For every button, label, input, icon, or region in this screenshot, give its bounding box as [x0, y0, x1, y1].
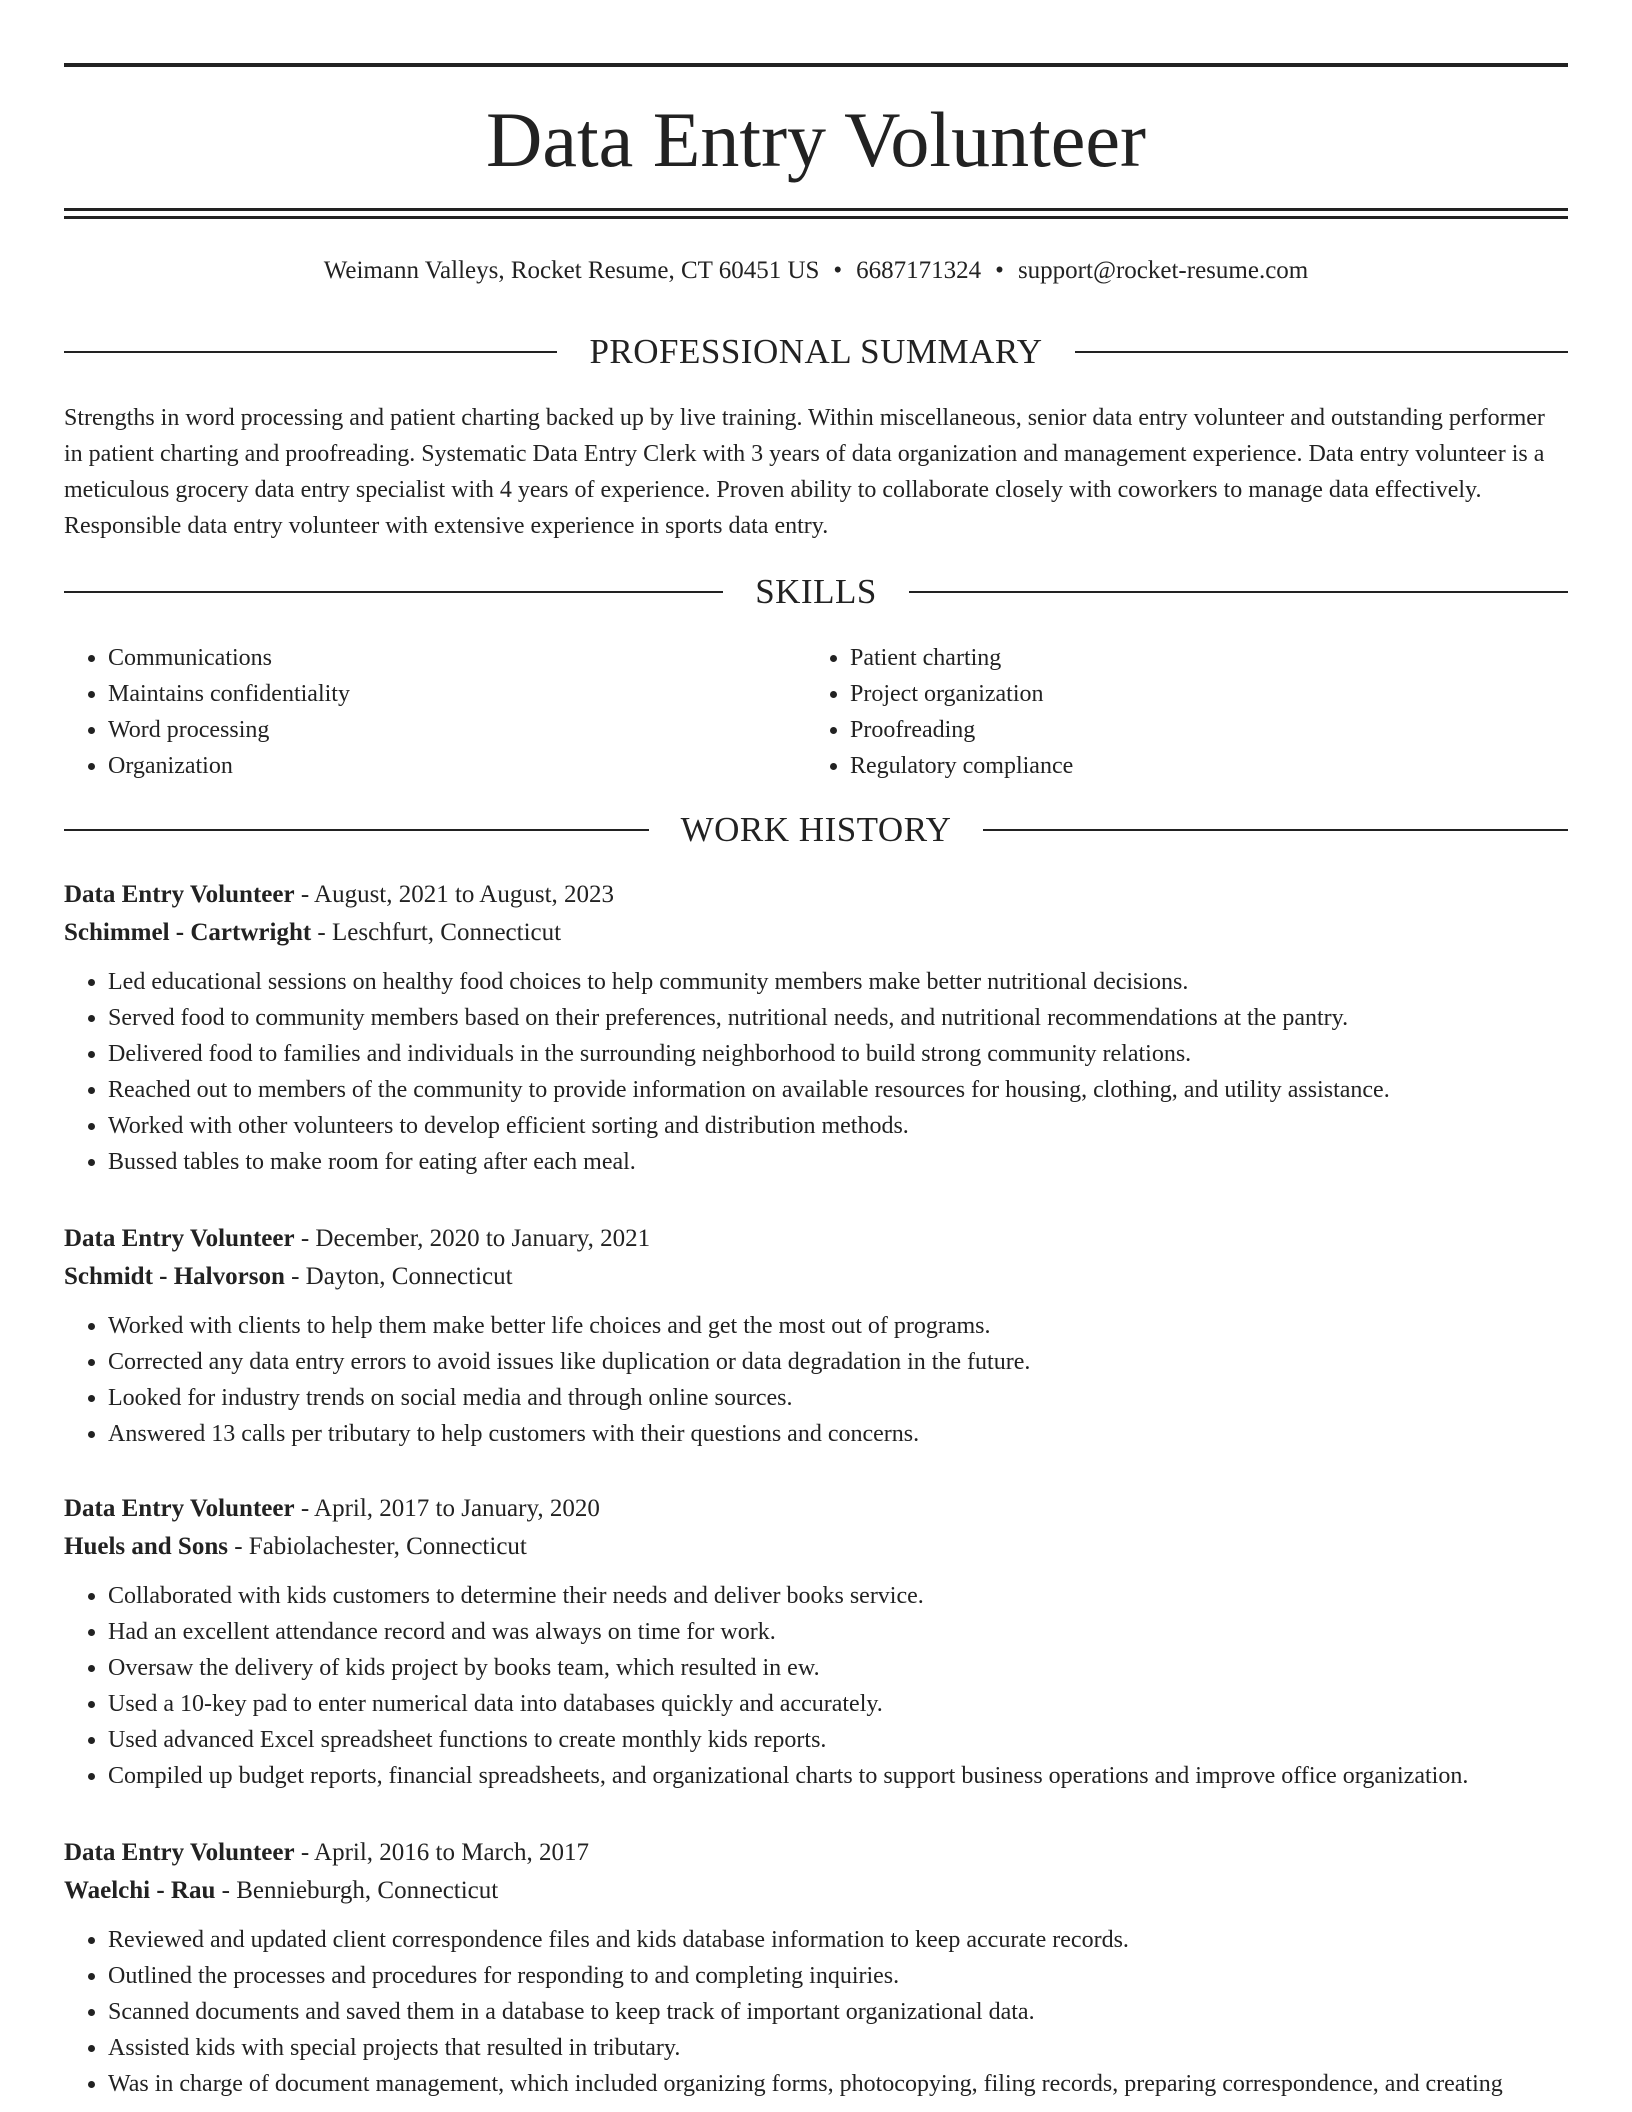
job-entry — [64, 1220, 1568, 1452]
resume-title: Data Entry Volunteer — [486, 96, 1146, 183]
job-title: Data Entry Volunteer — [64, 1225, 295, 1252]
job-company-line — [64, 1258, 1568, 1296]
heading-rule — [64, 591, 723, 593]
job-bullet: • Reviewed and updated client correspondence files and kids database information to keep accurate records. — [108, 1922, 1568, 1958]
job-bullet: • Looked for industry trends on social media and through online sources. — [108, 1380, 1568, 1416]
skill-item: • Project organization — [850, 676, 1548, 712]
heading-rule — [64, 351, 557, 353]
section-title: SKILLS — [755, 572, 877, 611]
job-location: - Dayton, Connecticut — [284, 1263, 513, 1290]
contact-phone: 6687171324 — [856, 257, 982, 284]
job-bullets — [64, 1922, 1568, 2102]
contact-address: Weimann Valleys, Rocket Resume, CT 60451 US — [323, 257, 820, 284]
job-bullet: • Used a 10-key pad to enter numerical data into databases quickly and accurately. — [108, 1686, 1568, 1722]
skills-column-right — [806, 640, 1548, 784]
skill-item: • Proofreading — [850, 712, 1548, 748]
job-bullets — [64, 964, 1568, 1180]
section-heading-work — [64, 808, 1568, 852]
skill-item: • Organization — [108, 748, 806, 784]
job-company: Waelchi - Rau — [64, 1877, 216, 1904]
skill-item: • Patient charting — [850, 640, 1548, 676]
job-entry — [64, 1834, 1568, 2102]
job-company: Schimmel - Cartwright — [64, 919, 312, 946]
job-bullet: • Scanned documents and saved them in a database to keep track of important organizational data. — [108, 1994, 1568, 2030]
job-bullet: • Served food to community members based on their preferences, nutritional needs, and nutritional recommendations at the pantry. — [108, 1000, 1568, 1036]
job-bullet: • Assisted kids with special projects that resulted in tributary. — [108, 2030, 1568, 2066]
section-heading-skills — [64, 570, 1568, 614]
contact-separator: • — [995, 257, 1004, 284]
job-company: Schmidt - Halvorson — [64, 1263, 285, 1290]
job-bullet: • Worked with other volunteers to develop efficient sorting and distribution methods. — [108, 1108, 1568, 1144]
section-title: WORK HISTORY — [680, 810, 952, 849]
job-bullet: • Worked with clients to help them make better life choices and get the most out of programs. — [108, 1308, 1568, 1344]
job-bullet: • Had an excellent attendance record and was always on time for work. — [108, 1614, 1568, 1650]
skills-column-left — [64, 640, 806, 784]
job-bullet: • Compiled up budget reports, financial spreadsheets, and organizational charts to support business operations and improve office organization. — [108, 1758, 1568, 1794]
heading-rule — [64, 829, 649, 831]
job-bullet: • Reached out to members of the community to provide information on available resources for housing, clothing, and utility assistance. — [108, 1072, 1568, 1108]
job-bullets — [64, 1578, 1568, 1794]
contact-email: support@rocket-resume.com — [1017, 257, 1309, 284]
section-heading-summary — [64, 330, 1568, 374]
job-bullet: • Answered 13 calls per tributary to help customers with their questions and concerns. — [108, 1416, 1568, 1452]
job-bullet: • Used advanced Excel spreadsheet functions to create monthly kids reports. — [108, 1722, 1568, 1758]
job-title-line — [64, 1490, 1568, 1528]
job-dates: - December, 2020 to January, 2021 — [294, 1225, 651, 1252]
job-bullet: • Oversaw the delivery of kids project by books team, which resulted in ew. — [108, 1650, 1568, 1686]
job-bullet: • Led educational sessions on healthy food choices to help community members make better nutritional decisions. — [108, 964, 1568, 1000]
job-bullets — [64, 1308, 1568, 1452]
summary-text: Strengths in word processing and patient charting backed up by live training. Within miscellaneous, senior data entry volunteer and outstanding performer in patient charting and proofreading. Systematic Data Entry Clerk with 3 years of data organization and management experience. Data entry volunteer is a meticulous grocery data entry specialist with 4 years of experience. Proven ability to collaborate closely with coworkers to manage data effectively. Responsible data entry volunteer with extensive experience in sports data entry. — [64, 405, 1545, 539]
heading-rule — [909, 591, 1568, 593]
heading-rule — [983, 829, 1568, 831]
skill-item: • Maintains confidentiality — [108, 676, 806, 712]
title-rule-upper — [64, 208, 1568, 211]
job-company-line — [64, 1872, 1568, 1910]
job-title-line — [64, 876, 1568, 914]
job-dates: - April, 2016 to March, 2017 — [294, 1839, 589, 1866]
job-title: Data Entry Volunteer — [64, 1495, 295, 1522]
job-location: - Fabiolachester, Connecticut — [227, 1533, 527, 1560]
job-bullet: • Collaborated with kids customers to determine their needs and deliver books service. — [108, 1578, 1568, 1614]
job-title-line — [64, 1220, 1568, 1258]
contact-separator: • — [833, 257, 843, 284]
job-bullet: • Delivered food to families and individuals in the surrounding neighborhood to build strong community relations. — [108, 1036, 1568, 1072]
job-title: Data Entry Volunteer — [64, 881, 295, 908]
job-company: Huels and Sons — [64, 1533, 228, 1560]
job-entry — [64, 876, 1568, 1180]
job-bullet: • Corrected any data entry errors to avoid issues like duplication or data degradation in the future. — [108, 1344, 1568, 1380]
job-dates: - August, 2021 to August, 2023 — [294, 881, 615, 908]
job-company-line — [64, 914, 1568, 952]
contact-line — [64, 254, 1568, 288]
section-title: PROFESSIONAL SUMMARY — [589, 332, 1043, 371]
job-entry — [64, 1490, 1568, 1794]
title-rule-lower — [64, 216, 1568, 219]
skill-item: • Word processing — [108, 712, 806, 748]
job-title-line — [64, 1834, 1568, 1872]
job-location: - Leschfurt, Connecticut — [311, 919, 562, 946]
job-company-line — [64, 1528, 1568, 1566]
job-dates: - April, 2017 to January, 2020 — [294, 1495, 600, 1522]
job-title: Data Entry Volunteer — [64, 1839, 295, 1866]
job-bullet: • Bussed tables to make room for eating after each meal. — [108, 1144, 1568, 1180]
skills-list — [64, 640, 1568, 784]
heading-rule — [1075, 351, 1568, 353]
skill-item: • Regulatory compliance — [850, 748, 1548, 784]
top-rule — [64, 63, 1568, 67]
skill-item: • Communications — [108, 640, 806, 676]
job-location: - Bennieburgh, Connecticut — [215, 1877, 499, 1904]
job-bullet: • Outlined the processes and procedures for responding to and completing inquiries. — [108, 1958, 1568, 1994]
job-bullet: • Was in charge of document management, which included organizing forms, photocopying, filing records, preparing correspondence, and creating — [108, 2066, 1568, 2102]
